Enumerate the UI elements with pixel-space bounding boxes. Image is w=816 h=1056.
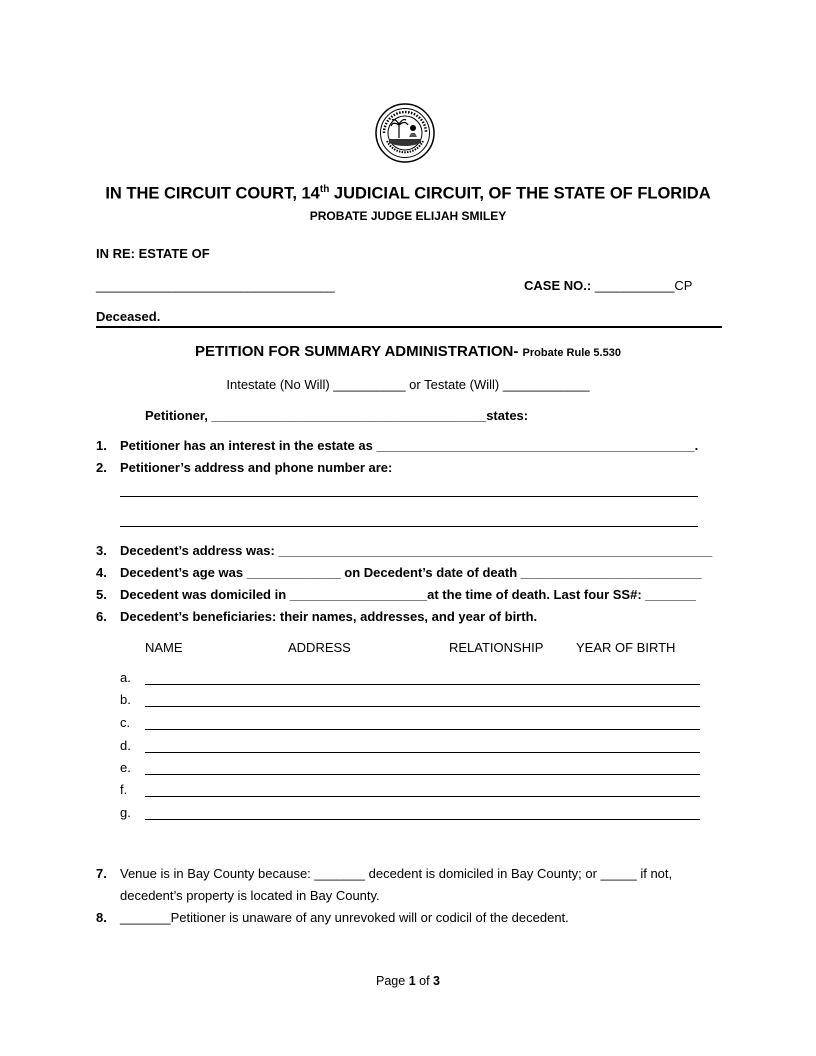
page-footer: Page 1 of 3 xyxy=(376,974,440,988)
beneficiary-line-c[interactable] xyxy=(145,729,700,730)
petitioner-address-line-1[interactable] xyxy=(120,496,698,497)
item-number-2: 2. xyxy=(96,460,107,475)
deceased-label: Deceased. xyxy=(96,309,161,324)
decedent-name-field[interactable]: _________________________________ xyxy=(96,278,335,293)
item-number-4: 4. xyxy=(96,565,107,580)
item-7-venue-continued: decedent’s property is located in Bay County. xyxy=(120,888,380,903)
item-3-decedent-address[interactable]: Decedent’s address was: ____________________________________________________________ xyxy=(120,543,713,558)
beneficiary-line-b[interactable] xyxy=(145,706,700,707)
caption-divider xyxy=(96,326,722,328)
beneficiary-letter-c: c. xyxy=(120,715,131,730)
beneficiary-line-d[interactable] xyxy=(145,752,700,753)
item-8-no-will[interactable]: _______Petitioner is unaware of any unrevoked will or codicil of the decedent. xyxy=(120,910,569,925)
beneficiary-line-e[interactable] xyxy=(145,774,700,775)
case-number-line: CASE NO.: ___________CP xyxy=(524,278,693,293)
item-7-venue[interactable]: Venue is in Bay County because: _______ decedent is domiciled in Bay County; or _____ if not, xyxy=(120,866,673,881)
court-title: IN THE CIRCUIT COURT, 14th JUDICIAL CIRCUIT, OF THE STATE OF FLORIDA xyxy=(105,184,711,203)
column-header-relationship: RELATIONSHIP xyxy=(449,640,544,655)
item-number-6: 6. xyxy=(96,609,107,624)
petitioner-line[interactable]: Petitioner, ______________________________________states: xyxy=(145,408,529,423)
item-number-7: 7. xyxy=(96,866,107,881)
beneficiary-line-f[interactable] xyxy=(145,796,700,797)
item-4-decedent-age[interactable]: Decedent’s age was _____________ on Decedent’s date of death _________________________ xyxy=(120,565,702,580)
column-header-year-of-birth: YEAR OF BIRTH xyxy=(576,640,676,655)
item-number-8: 8. xyxy=(96,910,107,925)
probate-judge-line: PROBATE JUDGE ELIJAH SMILEY xyxy=(309,209,507,223)
case-number-field[interactable]: ___________ xyxy=(594,278,675,293)
in-re-label: IN RE: ESTATE OF xyxy=(96,246,210,261)
item-number-3: 3. xyxy=(96,543,107,558)
beneficiary-line-g[interactable] xyxy=(145,819,700,820)
item-6-beneficiaries-label: Decedent’s beneficiaries: their names, addresses, and year of birth. xyxy=(120,609,538,624)
beneficiary-line-a[interactable] xyxy=(145,684,700,685)
beneficiary-letter-f: f. xyxy=(120,782,128,797)
beneficiary-letter-g: g. xyxy=(120,805,131,820)
item-1-interest[interactable]: Petitioner has an interest in the estate as ____________________________________________. xyxy=(120,438,699,453)
beneficiary-letter-d: d. xyxy=(120,738,131,753)
will-status-line[interactable]: Intestate (No Will) __________ or Testate (Will) ____________ xyxy=(226,377,590,392)
petition-title: PETITION FOR SUMMARY ADMINISTRATION- Probate Rule 5.530 xyxy=(195,343,621,360)
item-number-5: 5. xyxy=(96,587,107,602)
column-header-name: NAME xyxy=(145,640,183,655)
petitioner-address-line-2[interactable] xyxy=(120,526,698,527)
beneficiary-letter-a: a. xyxy=(120,670,131,685)
beneficiary-letter-e: e. xyxy=(120,760,131,775)
item-2-address-label: Petitioner’s address and phone number are: xyxy=(120,460,393,475)
florida-state-seal-icon xyxy=(375,103,435,163)
item-number-1: 1. xyxy=(96,438,107,453)
column-header-address: ADDRESS xyxy=(288,640,351,655)
item-5-domicile[interactable]: Decedent was domiciled in ___________________at the time of death. Last four SS#: _______ xyxy=(120,587,696,602)
beneficiary-letter-b: b. xyxy=(120,692,131,707)
